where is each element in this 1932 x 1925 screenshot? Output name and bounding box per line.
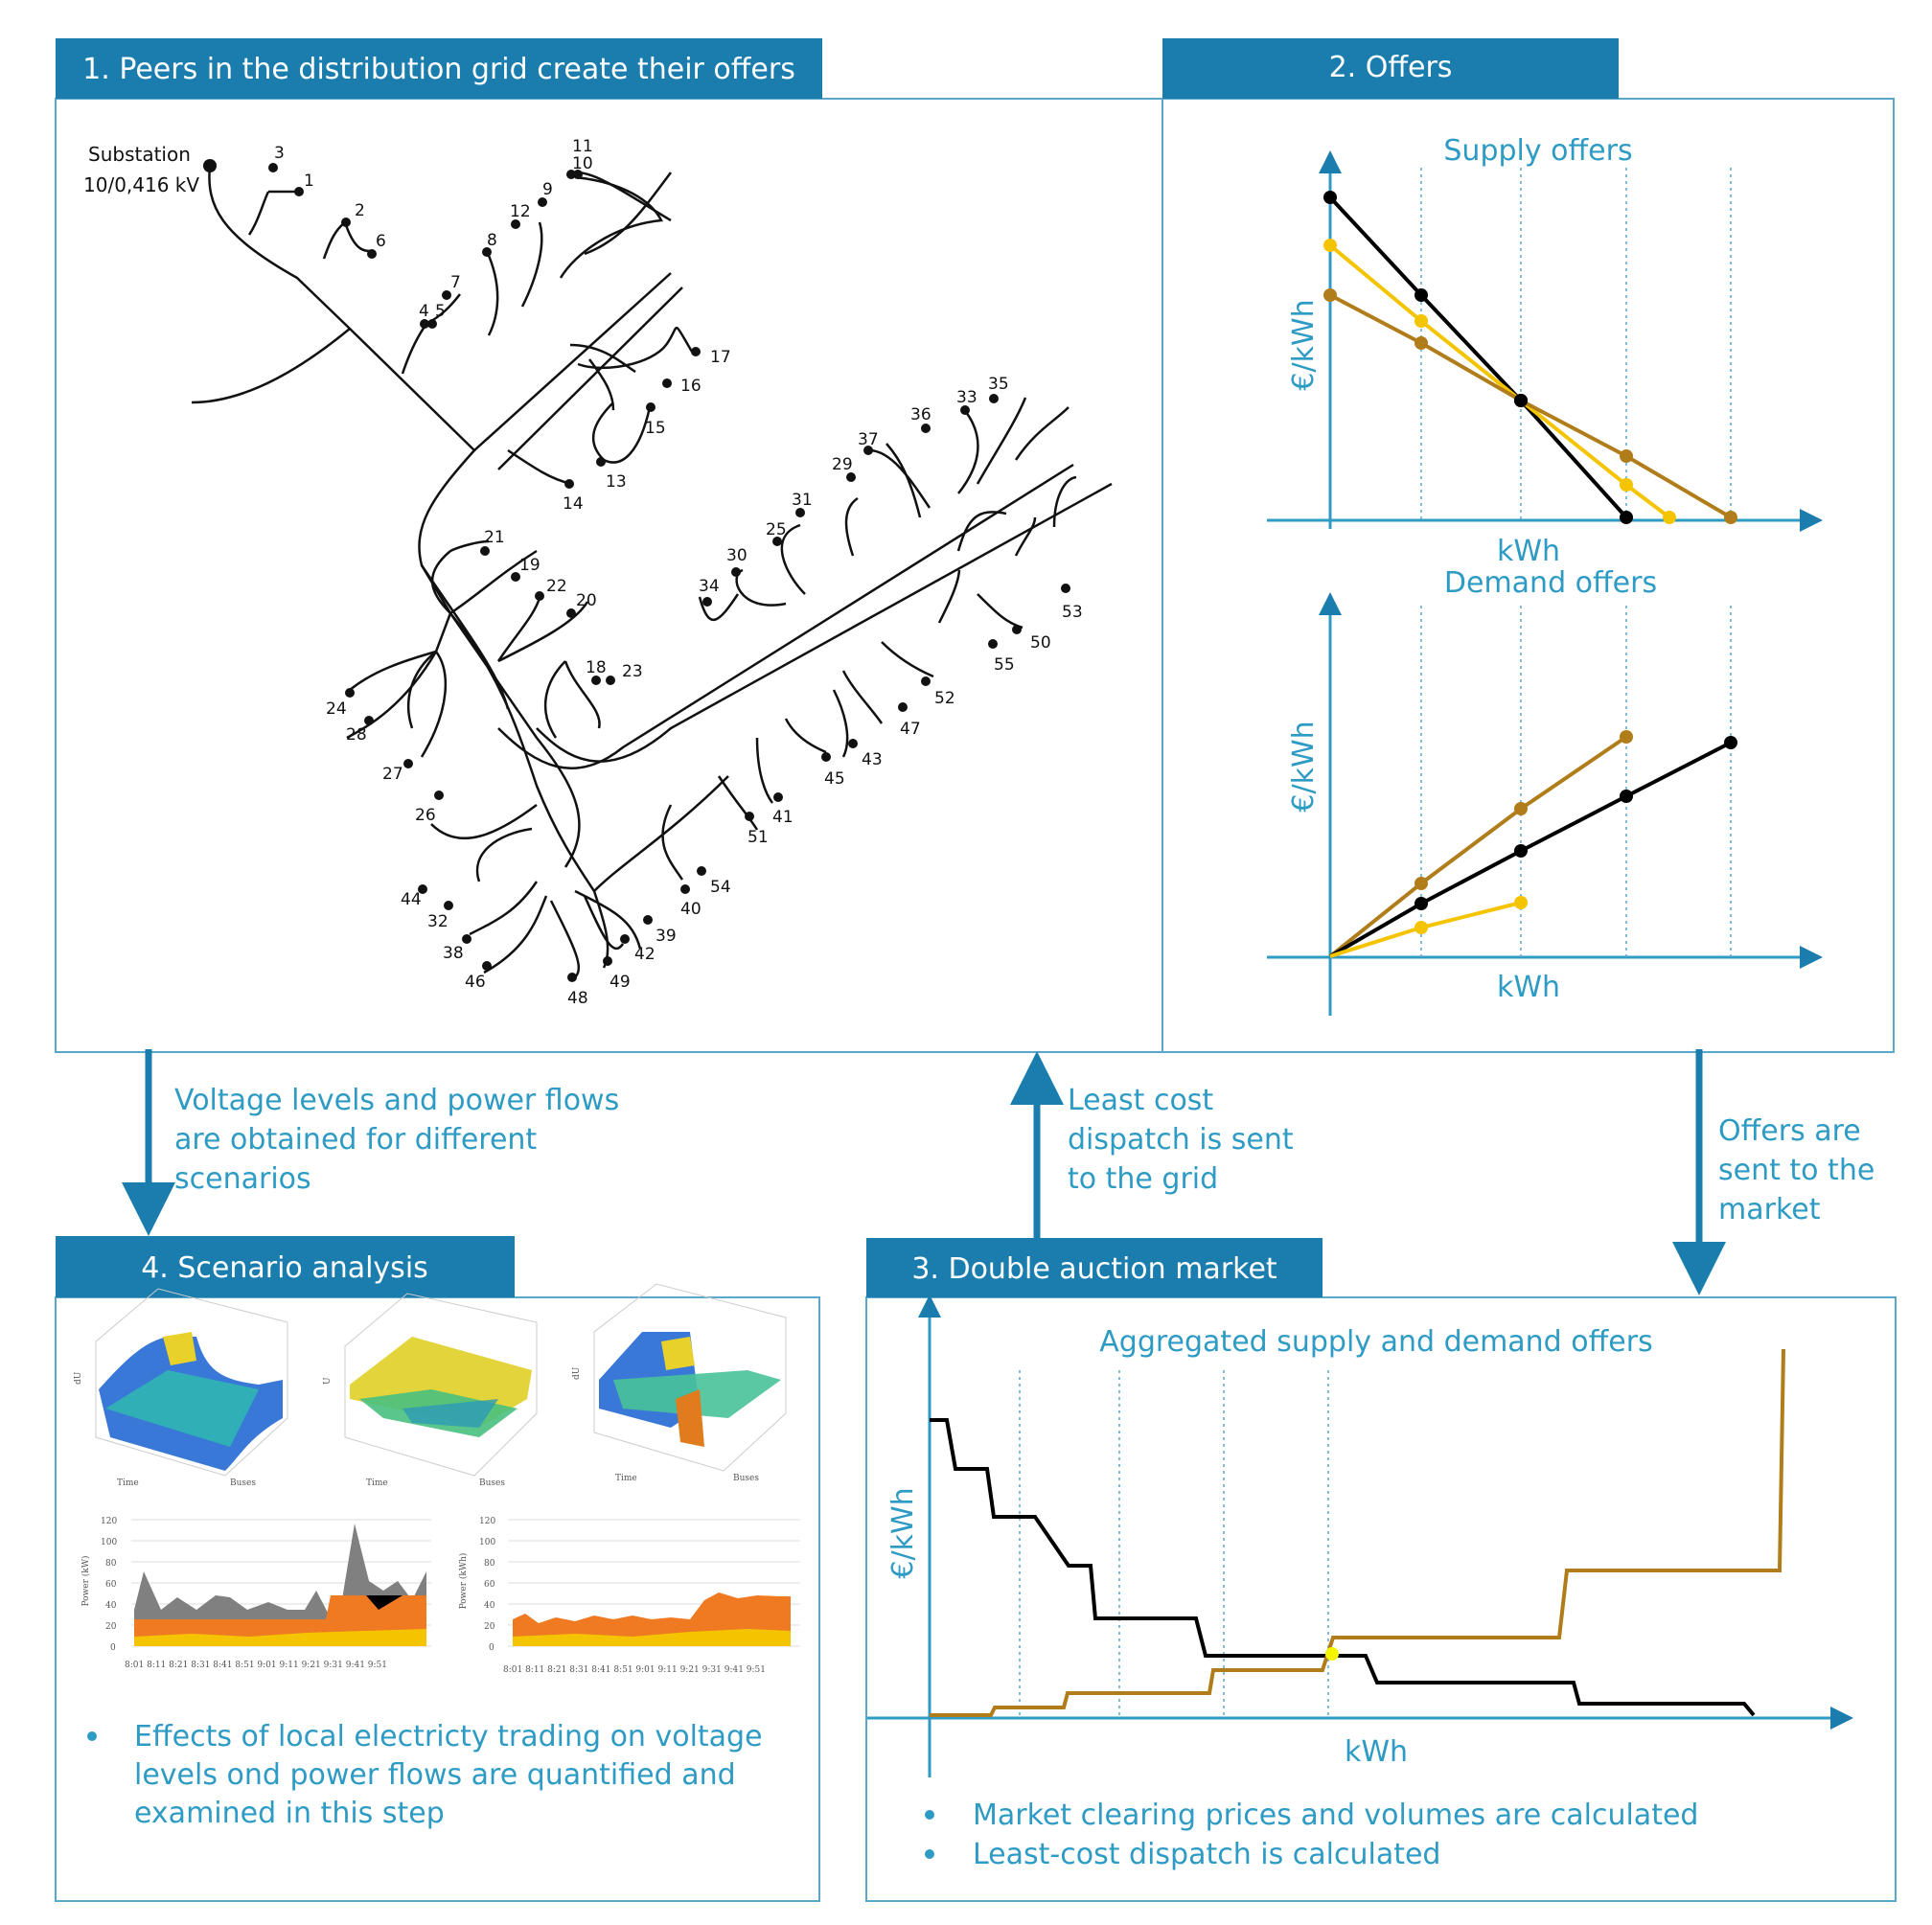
node-15 bbox=[646, 402, 656, 412]
flow-arrows bbox=[149, 1049, 1699, 1269]
flow-text: market bbox=[1718, 1193, 1821, 1226]
node-55 bbox=[988, 639, 998, 649]
node-label: 16 bbox=[680, 377, 702, 396]
substation-voltage: 10/0,416 kV bbox=[83, 173, 200, 196]
node-36 bbox=[921, 424, 931, 433]
ytick: 60 bbox=[484, 1580, 495, 1590]
node-17 bbox=[691, 347, 701, 356]
ytick: 120 bbox=[479, 1517, 496, 1526]
node-label: 20 bbox=[576, 591, 597, 610]
node-label: 39 bbox=[656, 927, 677, 946]
node-label: 24 bbox=[326, 699, 347, 719]
ytick: 40 bbox=[105, 1601, 117, 1611]
node-label: 44 bbox=[401, 890, 422, 909]
node-label: 15 bbox=[645, 419, 666, 438]
node-39 bbox=[643, 915, 653, 925]
supply-chart bbox=[1267, 134, 1811, 568]
node-label: 10 bbox=[572, 154, 593, 173]
node-23 bbox=[606, 676, 615, 685]
right-time-ticks: 8:01 8:11 8:21 8:31 8:41 8:51 9:01 9:11 9:21 9:31 9:41 9:51 bbox=[503, 1665, 766, 1675]
panel-offers-title: 2. Offers bbox=[1328, 51, 1453, 84]
supply-ylabel: €/kWh bbox=[1287, 299, 1321, 391]
node-53 bbox=[1061, 584, 1070, 593]
node-label: 29 bbox=[832, 455, 853, 474]
node-21 bbox=[480, 546, 490, 556]
node-label: 14 bbox=[563, 494, 584, 514]
node-2 bbox=[341, 218, 351, 227]
ytick: 120 bbox=[101, 1517, 118, 1526]
demand-chart bbox=[1267, 566, 1811, 1016]
node-label: 12 bbox=[510, 202, 531, 221]
flow-to-grid-text bbox=[1068, 1084, 1294, 1196]
node-label: 51 bbox=[748, 828, 769, 847]
right-yticks bbox=[479, 1517, 495, 1653]
node-47 bbox=[898, 702, 908, 712]
scenario-bullet-line: levels ond power flows are quantified and bbox=[134, 1758, 736, 1792]
node-label: 41 bbox=[772, 808, 794, 827]
flow-text: to the grid bbox=[1068, 1162, 1219, 1196]
node-label: 49 bbox=[610, 973, 631, 992]
node-label: 38 bbox=[443, 944, 464, 963]
panel-market bbox=[866, 1238, 1896, 1901]
power-area-chart-left bbox=[80, 1517, 431, 1670]
node-label: 48 bbox=[567, 989, 588, 1008]
node-label: 30 bbox=[726, 546, 748, 565]
ytick: 20 bbox=[484, 1622, 495, 1632]
ytick: 0 bbox=[110, 1643, 116, 1653]
node-label: 3 bbox=[274, 144, 285, 163]
surface2-time-label: Time bbox=[366, 1478, 388, 1488]
node-label: 35 bbox=[988, 375, 1009, 394]
node-label: 55 bbox=[994, 655, 1015, 675]
demand-black-curve bbox=[1330, 743, 1731, 956]
demand-ylabel: €/kWh bbox=[1287, 721, 1321, 813]
node-label: 28 bbox=[346, 725, 367, 745]
panel-market-title: 3. Double auction market bbox=[911, 1252, 1277, 1286]
market-demand-curve bbox=[930, 1420, 1754, 1715]
node-label: 37 bbox=[858, 430, 879, 449]
node-32 bbox=[444, 901, 453, 910]
market-ylabel: €/kWh bbox=[886, 1487, 920, 1579]
node-label: 27 bbox=[382, 765, 403, 784]
supply-black-curve bbox=[1330, 197, 1626, 517]
node-label: 53 bbox=[1062, 603, 1083, 622]
flow-text: sent to the bbox=[1718, 1154, 1875, 1187]
node-label: 2 bbox=[355, 201, 365, 220]
node-22 bbox=[535, 591, 544, 601]
node-label: 7 bbox=[450, 273, 461, 292]
surface-plot-2 bbox=[323, 1294, 537, 1488]
supply-brown-curve bbox=[1330, 295, 1731, 517]
node-label: 36 bbox=[910, 405, 932, 424]
node-41 bbox=[773, 792, 783, 802]
power-area-chart-right bbox=[458, 1517, 800, 1675]
node-48 bbox=[567, 973, 577, 982]
node-38 bbox=[462, 934, 472, 944]
demand-xlabel: kWh bbox=[1496, 971, 1561, 1004]
ytick: 40 bbox=[484, 1601, 495, 1611]
surface2-buses-label: Buses bbox=[479, 1478, 505, 1488]
surface1-buses-label: Buses bbox=[230, 1478, 256, 1488]
node-45 bbox=[821, 752, 831, 762]
surface-plot-3 bbox=[572, 1284, 786, 1483]
panel-scenario bbox=[56, 1236, 819, 1901]
panel-grid bbox=[56, 38, 1162, 1052]
left-yticks bbox=[101, 1517, 117, 1653]
scenario-bullet-line: examined in this step bbox=[134, 1797, 445, 1830]
node-label: 34 bbox=[699, 577, 720, 596]
node-13 bbox=[596, 457, 606, 467]
demand-title: Demand offers bbox=[1443, 566, 1658, 600]
node-42 bbox=[620, 934, 630, 944]
node-label: 54 bbox=[710, 878, 731, 897]
scenario-bullet-dot bbox=[87, 1731, 97, 1741]
market-bullet-line: Least-cost dispatch is calculated bbox=[973, 1838, 1441, 1871]
grid-nodes bbox=[203, 159, 1070, 982]
market-xlabel: kWh bbox=[1344, 1735, 1409, 1769]
node-label: 22 bbox=[546, 577, 567, 596]
node-label: 40 bbox=[680, 900, 702, 919]
feeder-lines bbox=[192, 166, 1112, 977]
surface1-time-label: Time bbox=[117, 1478, 139, 1488]
node-label: 50 bbox=[1030, 633, 1051, 653]
flow-to-market-text bbox=[1718, 1114, 1874, 1226]
supply-yellow-curve bbox=[1330, 245, 1669, 517]
node-label: 17 bbox=[710, 348, 731, 367]
flow-text: Voltage levels and power flows bbox=[174, 1084, 620, 1117]
node-49 bbox=[603, 956, 612, 966]
node-label: 32 bbox=[427, 912, 448, 931]
market-bullet-line: Market clearing prices and volumes are calculated bbox=[973, 1799, 1699, 1832]
ytick: 100 bbox=[101, 1538, 118, 1547]
flow-to-scenario-text bbox=[174, 1084, 619, 1196]
scenario-bullet-line: Effects of local electricty trading on voltage bbox=[134, 1720, 763, 1753]
node-27 bbox=[403, 759, 413, 768]
node-24 bbox=[345, 688, 355, 698]
surface2-ylabel: U bbox=[323, 1377, 333, 1385]
node-label: 47 bbox=[900, 720, 921, 739]
node-label: 23 bbox=[622, 662, 643, 681]
node-label: 9 bbox=[542, 180, 553, 199]
surface-plot-1 bbox=[74, 1289, 288, 1488]
ytick: 0 bbox=[489, 1643, 494, 1653]
node-label: 46 bbox=[465, 973, 486, 992]
left-ylabel: Power (kW) bbox=[81, 1555, 91, 1607]
surface3-time-label: Time bbox=[615, 1474, 637, 1483]
node-3 bbox=[268, 163, 278, 172]
node-label: 4 bbox=[419, 302, 429, 321]
ytick: 60 bbox=[105, 1580, 117, 1590]
node-label: 43 bbox=[862, 750, 883, 769]
node-30 bbox=[731, 567, 741, 577]
ytick: 80 bbox=[484, 1559, 495, 1569]
node-16 bbox=[662, 378, 672, 388]
node-26 bbox=[434, 791, 444, 800]
flow-text: Offers are bbox=[1718, 1114, 1861, 1148]
node-14 bbox=[564, 479, 574, 489]
market-title: Aggregated supply and demand offers bbox=[1099, 1325, 1653, 1359]
node-54 bbox=[697, 866, 706, 876]
surface1-ylabel: dU bbox=[74, 1371, 83, 1385]
panel-grid-title: 1. Peers in the distribution grid create their offers bbox=[82, 53, 795, 86]
node-50 bbox=[1012, 625, 1022, 634]
node-label: 42 bbox=[634, 945, 656, 964]
node-label: 8 bbox=[487, 231, 497, 250]
node-label: 11 bbox=[572, 137, 593, 156]
node-20 bbox=[566, 608, 576, 618]
node-label: 1 bbox=[304, 172, 314, 191]
node-label: 6 bbox=[376, 232, 386, 251]
market-bullet-dot bbox=[925, 1849, 934, 1859]
demand-brown-curve bbox=[1330, 737, 1626, 956]
node-label: 31 bbox=[792, 491, 813, 510]
node-label: 25 bbox=[766, 520, 787, 539]
left-time-ticks: 8:01 8:11 8:21 8:31 8:41 8:51 9:01 9:11 9:21 9:31 9:41 9:51 bbox=[125, 1661, 387, 1670]
surface3-buses-label: Buses bbox=[733, 1474, 759, 1483]
node-label: 52 bbox=[934, 689, 955, 708]
node-34 bbox=[702, 597, 712, 607]
node-28 bbox=[364, 716, 374, 725]
flow-text: scenarios bbox=[174, 1162, 311, 1196]
node-46 bbox=[482, 961, 492, 971]
ytick: 100 bbox=[479, 1538, 496, 1547]
node-label: 19 bbox=[519, 556, 540, 575]
node-label: 5 bbox=[435, 302, 446, 321]
surface3-ylabel: dU bbox=[572, 1366, 582, 1380]
market-bullet-dot bbox=[925, 1810, 934, 1820]
flow-text: Least cost bbox=[1068, 1084, 1214, 1117]
flow-text: dispatch is sent bbox=[1068, 1123, 1294, 1157]
market-clearing-point bbox=[1325, 1647, 1339, 1661]
node-label: 45 bbox=[824, 769, 845, 789]
panel-scenario-title: 4. Scenario analysis bbox=[141, 1251, 428, 1285]
node-40 bbox=[680, 884, 690, 894]
market-supply-curve bbox=[930, 1349, 1783, 1715]
node-52 bbox=[921, 676, 931, 686]
supply-xlabel: kWh bbox=[1496, 535, 1561, 568]
node-label: 26 bbox=[415, 806, 436, 825]
panel-offers bbox=[1162, 38, 1894, 1052]
node-51 bbox=[745, 812, 754, 821]
grid-node-labels bbox=[274, 137, 1083, 1008]
node-label: 13 bbox=[606, 472, 627, 492]
node-1 bbox=[294, 187, 304, 196]
node-35 bbox=[989, 394, 999, 403]
supply-title: Supply offers bbox=[1443, 134, 1633, 168]
node-label: 33 bbox=[956, 388, 978, 407]
node-label: 18 bbox=[586, 658, 607, 677]
node-43 bbox=[848, 739, 858, 748]
flow-text: are obtained for different bbox=[174, 1123, 538, 1157]
substation-label: Substation bbox=[88, 143, 191, 166]
ytick: 20 bbox=[105, 1622, 117, 1632]
right-ylabel: Power (kWh) bbox=[459, 1552, 469, 1610]
node-label: 21 bbox=[484, 528, 505, 547]
ytick: 80 bbox=[105, 1559, 117, 1569]
